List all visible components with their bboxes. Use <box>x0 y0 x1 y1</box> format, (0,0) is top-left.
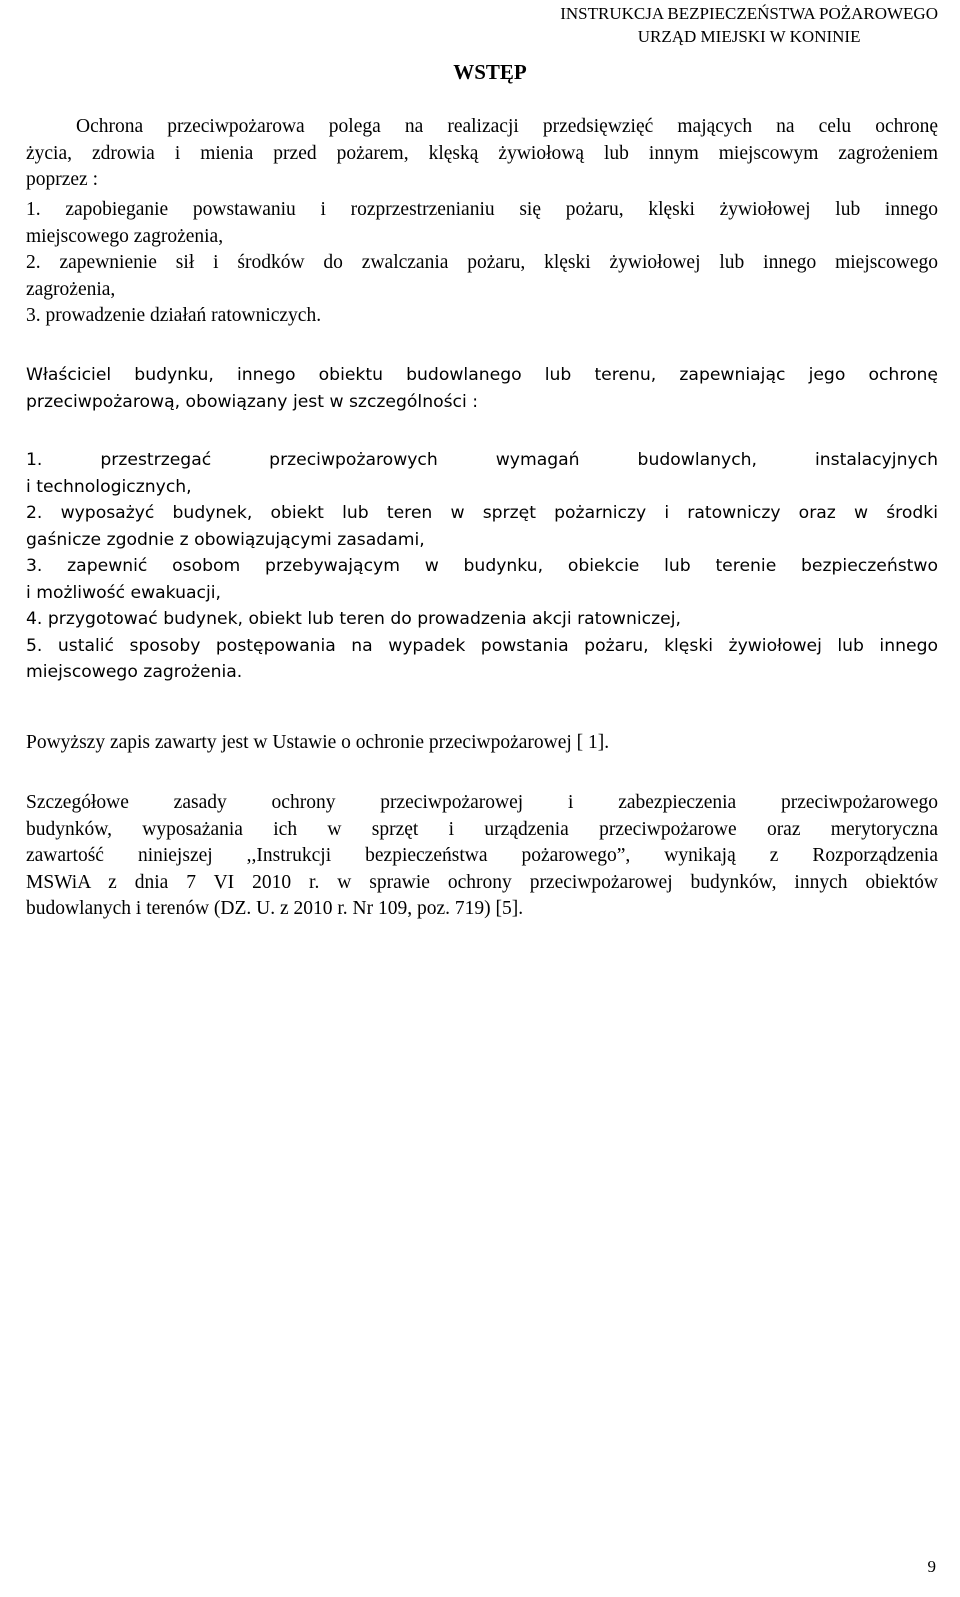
statute-paragraph <box>26 730 938 757</box>
list-item-cont: miejscowego zagrożenia. <box>26 662 243 682</box>
list-item: 3. prowadzenie działań ratowniczych. <box>26 305 322 326</box>
list-item-cont: i możliwość ewakuacji, <box>26 582 221 603</box>
list-item: 2. wyposażyć budynek, obiekt lub teren w sprzęt pożarniczy i ratowniczy oraz w środki <box>26 503 938 523</box>
intro-paragraph <box>26 114 938 194</box>
details-paragraph <box>26 790 938 923</box>
list-item-cont: i technologicznych, <box>26 476 192 497</box>
list-item: 2. zapewnienie sił i środków do zwalczania pożaru, klęski żywiołowej lub innego miejscowego <box>26 252 938 273</box>
statute-line: Powyższy zapis zawarty jest w Ustawie o ochronie przeciwpożarowej [ 1]. <box>26 732 610 753</box>
section-title: WSTĘP <box>453 60 527 84</box>
list-item: 4. przygotować budynek, obiekt lub teren do prowadzenia akcji ratowniczej, <box>26 609 681 629</box>
header-line-2: URZĄD MIEJSKI W KONINIE <box>637 27 861 46</box>
header-line-1: INSTRUKCJA BEZPIECZEŃSTWA POŻAROWEGO <box>560 4 938 23</box>
list-item-cont: zagrożenia, <box>26 278 116 300</box>
document-header <box>560 2 938 48</box>
obligations-list <box>26 447 938 686</box>
details-line-3: zawartość niniejszej ,,Instrukcji bezpieczeństwa pożarowego”, wynikają z Rozporządzenia <box>26 845 938 866</box>
details-line-2: budynków, wyposażania ich w sprzęt i urządzenia przeciwpożarowe oraz merytoryczna <box>26 818 938 840</box>
prevention-list <box>26 197 938 330</box>
owner-line-2: przeciwpożarową, obowiązany jest w szczególności : <box>26 391 479 412</box>
intro-line-3: poprzez : <box>26 169 99 190</box>
list-item-cont: miejscowego zagrożenia, <box>26 225 224 247</box>
details-line-1: Szczegółowe zasady ochrony przeciwpożarowej i zabezpieczenia przeciwpożarowego <box>26 792 938 813</box>
details-line-5: budowlanych i terenów (DZ. U. z 2010 r. Nr 109, poz. 719) [5]. <box>26 898 524 919</box>
owner-line-1: Właściciel budynku, innego obiektu budowlanego lub terenu, zapewniając jego ochronę <box>26 365 938 385</box>
list-item: 3. zapewnić osobom przebywającym w budynku, obiekcie lub terenie bezpieczeństwo <box>26 556 938 576</box>
intro-line-1: Ochrona przeciwpożarowa polega na realizacji przedsięwzięć mających na celu ochronę <box>76 116 938 137</box>
list-item: 1. zapobieganie powstawaniu i rozprzestrzenianiu się pożaru, klęski żywiołowej lub innego <box>26 199 938 220</box>
list-item: 5. ustalić sposoby postępowania na wypadek powstania pożaru, klęski żywiołowej lub innego <box>26 635 938 656</box>
list-item: 1. przestrzegać przeciwpożarowych wymagań budowlanych, instalacyjnych <box>26 450 938 470</box>
details-line-4: MSWiA z dnia 7 VI 2010 r. w sprawie ochrony przeciwpożarowej budynków, innych obiektów <box>26 871 938 893</box>
page-number: 9 <box>927 1557 936 1576</box>
list-item-cont: gaśnicze zgodnie z obowiązującymi zasadami, <box>26 529 425 550</box>
intro-line-2: życia, zdrowia i mienia przed pożarem, klęską żywiołową lub innym miejscowym zagrożeniem <box>26 142 938 164</box>
owner-paragraph <box>26 362 938 415</box>
